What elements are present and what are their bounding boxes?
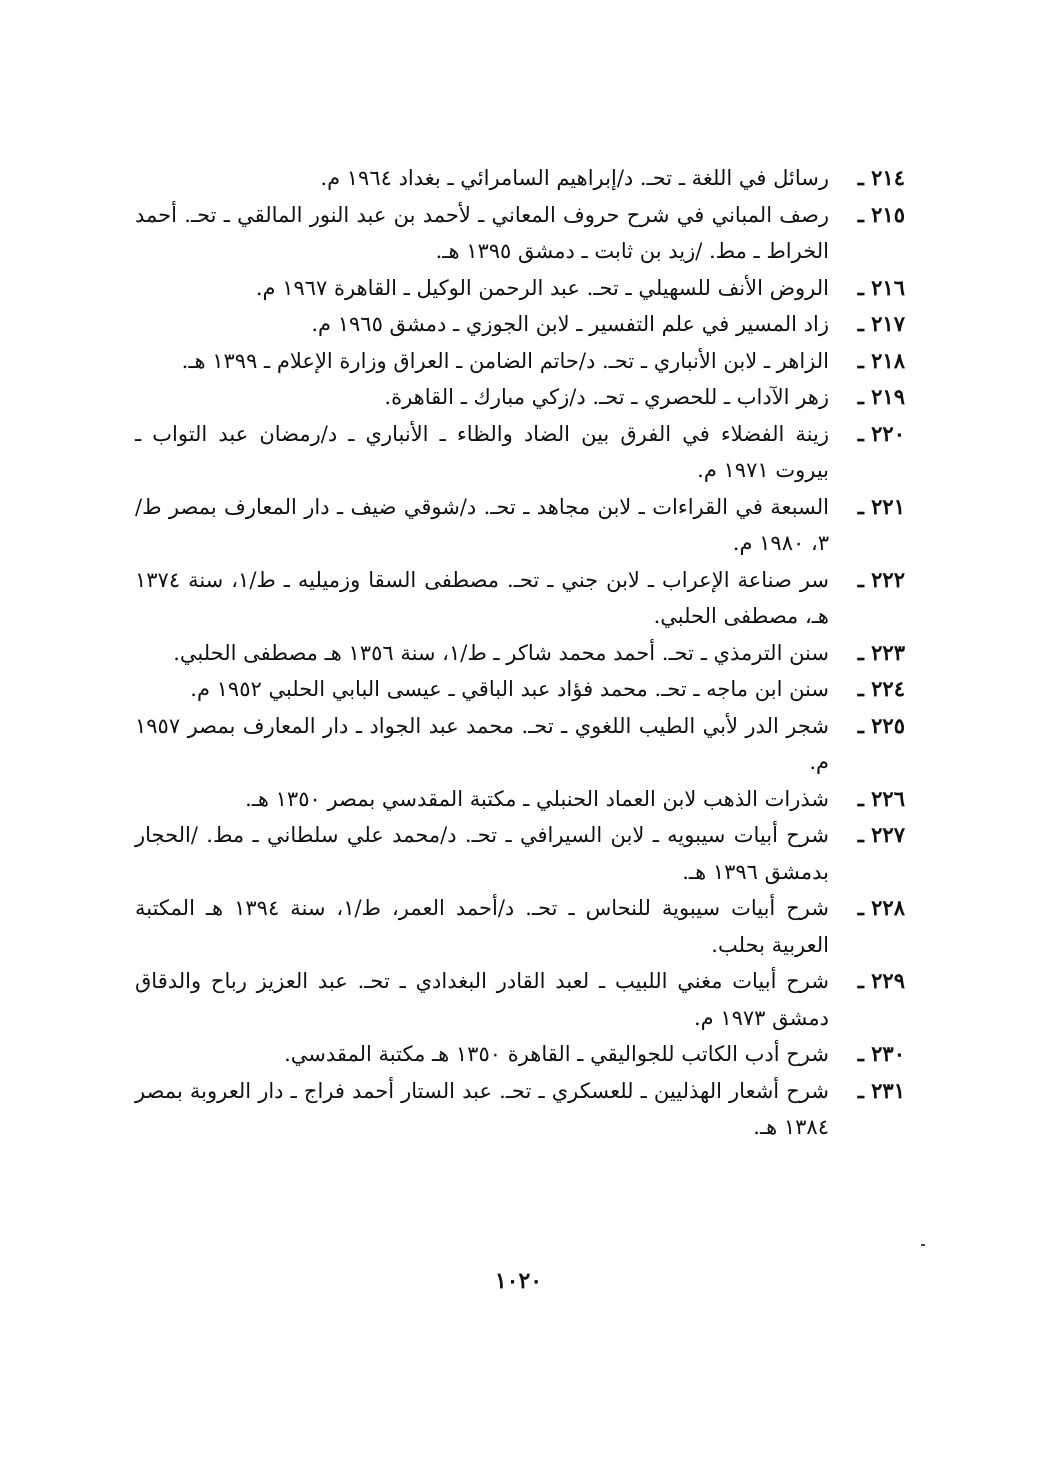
bibliography-entry [135,416,905,489]
entry-text: شرح أبيات سيبويه ـ لابن السيرافي ـ تحـ. د/محمد علي سلطاني ـ مط. /الحجار بدمشق ١٣٩٦ هـ. [135,823,829,884]
entry-text: السبعة في القراءات ـ لابن مجاهد ـ تحـ. د/شوقي ضيف ـ دار المعارف بمصر ط/٣، ١٩٨٠ م. [135,494,829,555]
stray-mark [921,1244,925,1246]
entry-number: ٢٢٥ ـ [857,712,905,738]
entry-text: شرح أبيات مغني اللبيب ـ لعبد القادر البغدادي ـ تحـ. عبد العزيز رباح والدقاق دمشق ١٩٧٣ م. [135,969,829,1030]
bibliography-entry [135,1036,905,1073]
entry-number: ٢٢٧ ـ [857,822,905,847]
entry-number: ٢٢٨ ـ [857,895,905,920]
entry-text: شذرات الذهب لابن العماد الحنبلي ـ مكتبة المقدسي بمصر ١٣٥٠ هـ. [245,786,829,811]
entry-text: رصف المباني في شرح حروف المعاني ـ لأحمد بن عبد النور المالقي ـ تحـ. أحمد الخراط ـ مط. /زيد بن ثابت ـ دمشق ١٣٩٥ هـ. [135,202,829,263]
bibliography-entry [135,489,905,562]
entry-number: ٢٣٠ ـ [857,1041,905,1066]
entry-text: شرح أشعار الهذليين ـ للعسكري ـ تحـ. عبد الستار أحمد فراج ـ دار العروبة بمصر ١٣٨٤ هـ. [135,1078,829,1139]
entry-number: ٢٢٢ ـ [857,566,905,592]
entry-text: زاد المسير في علم التفسير ـ لابن الجوزي ـ دمشق ١٩٦٥ م. [311,312,829,336]
bibliography-entry [135,817,905,890]
entry-number: ٢١٧ ـ [857,311,905,336]
entry-text: سر صناعة الإعراب ـ لابن جني ـ تحـ. مصطفى السقا وزميليه ـ ط/١، سنة ١٣٧٤ هـ، مصطفى الحلبي. [135,567,829,628]
entry-text: سنن الترمذي ـ تحـ. أحمد محمد شاكر ـ ط/١، سنة ١٣٥٦ هـ مصطفى الحلبي. [173,640,829,665]
bibliography-entry [135,379,905,416]
entry-number: ٢١٩ ـ [857,384,905,409]
bibliography-entry [135,671,905,708]
entry-number: ٢١٨ ـ [857,347,905,373]
bibliography-entry [135,708,905,781]
entry-number: ٢٢١ ـ [857,493,905,519]
entry-text: الروض الأنف للسهيلي ـ تحـ. عبد الرحمن الوكيل ـ القاهرة ١٩٦٧ م. [255,275,829,300]
entry-text: شرح أبيات سيبوية للنحاس ـ تحـ. د/أحمد العمر، ط/١، سنة ١٣٩٤ هـ المكتبة العربية بحلب. [135,896,829,957]
bibliography-entry [135,160,905,197]
entry-number: ٢١٥ ـ [857,201,905,227]
entry-text: شرح أدب الكاتب للجواليقي ـ القاهرة ١٣٥٠ هـ مكتبة المقدسي. [284,1042,829,1066]
bibliography-entry [135,270,905,307]
bibliography-entry [135,963,905,1036]
entry-number: ٢٢٣ ـ [857,639,905,665]
bibliography-entry [135,197,905,270]
page-number: ١٠٢٠ [494,1268,543,1294]
entry-text: الزاهر ـ لابن الأنباري ـ تحـ. د/حاتم الضامن ـ العراق وزارة الإعلام ـ ١٣٩٩ هـ. [181,348,829,373]
bibliography-entry [135,781,905,818]
bibliography-entry [135,635,905,672]
bibliography-list [135,160,905,1146]
bibliography-entry [135,562,905,635]
bibliography-entry [135,306,905,343]
entry-text: سنن ابن ماجه ـ تحـ. محمد فؤاد عبد الباقي ـ عيسى البابي الحلبي ١٩٥٢ م. [190,677,829,701]
bibliography-entry [135,1073,905,1146]
entry-number: ٢٢٦ ـ [857,785,905,811]
entry-number: ٢٢٩ ـ [857,968,905,993]
entry-text: شجر الدر لأبي الطيب اللغوي ـ تحـ. محمد عبد الجواد ـ دار المعارف بمصر ١٩٥٧ م. [135,713,829,774]
entry-text: زينة الفضلاء في الفرق بين الضاد والظاء ـ الأنباري ـ د/رمضان عبد التواب ـ بيروت ١٩٧١ م. [135,421,829,482]
entry-number: ٢٢٤ ـ [857,676,905,701]
entry-number: ٢١٦ ـ [857,274,905,300]
entry-text: رسائل في اللغة ـ تحـ. د/إبراهيم السامرائي ـ بغداد ١٩٦٤ م. [320,166,829,190]
entry-number: ٢٢٠ ـ [857,420,905,446]
entry-number: ٢١٤ ـ [857,165,905,190]
bibliography-entry [135,343,905,380]
entry-number: ٢٣١ ـ [857,1077,905,1103]
entry-text: زهر الآداب ـ للحصري ـ تحـ. د/زكي مبارك ـ القاهرة. [384,385,829,409]
bibliography-entry [135,890,905,963]
